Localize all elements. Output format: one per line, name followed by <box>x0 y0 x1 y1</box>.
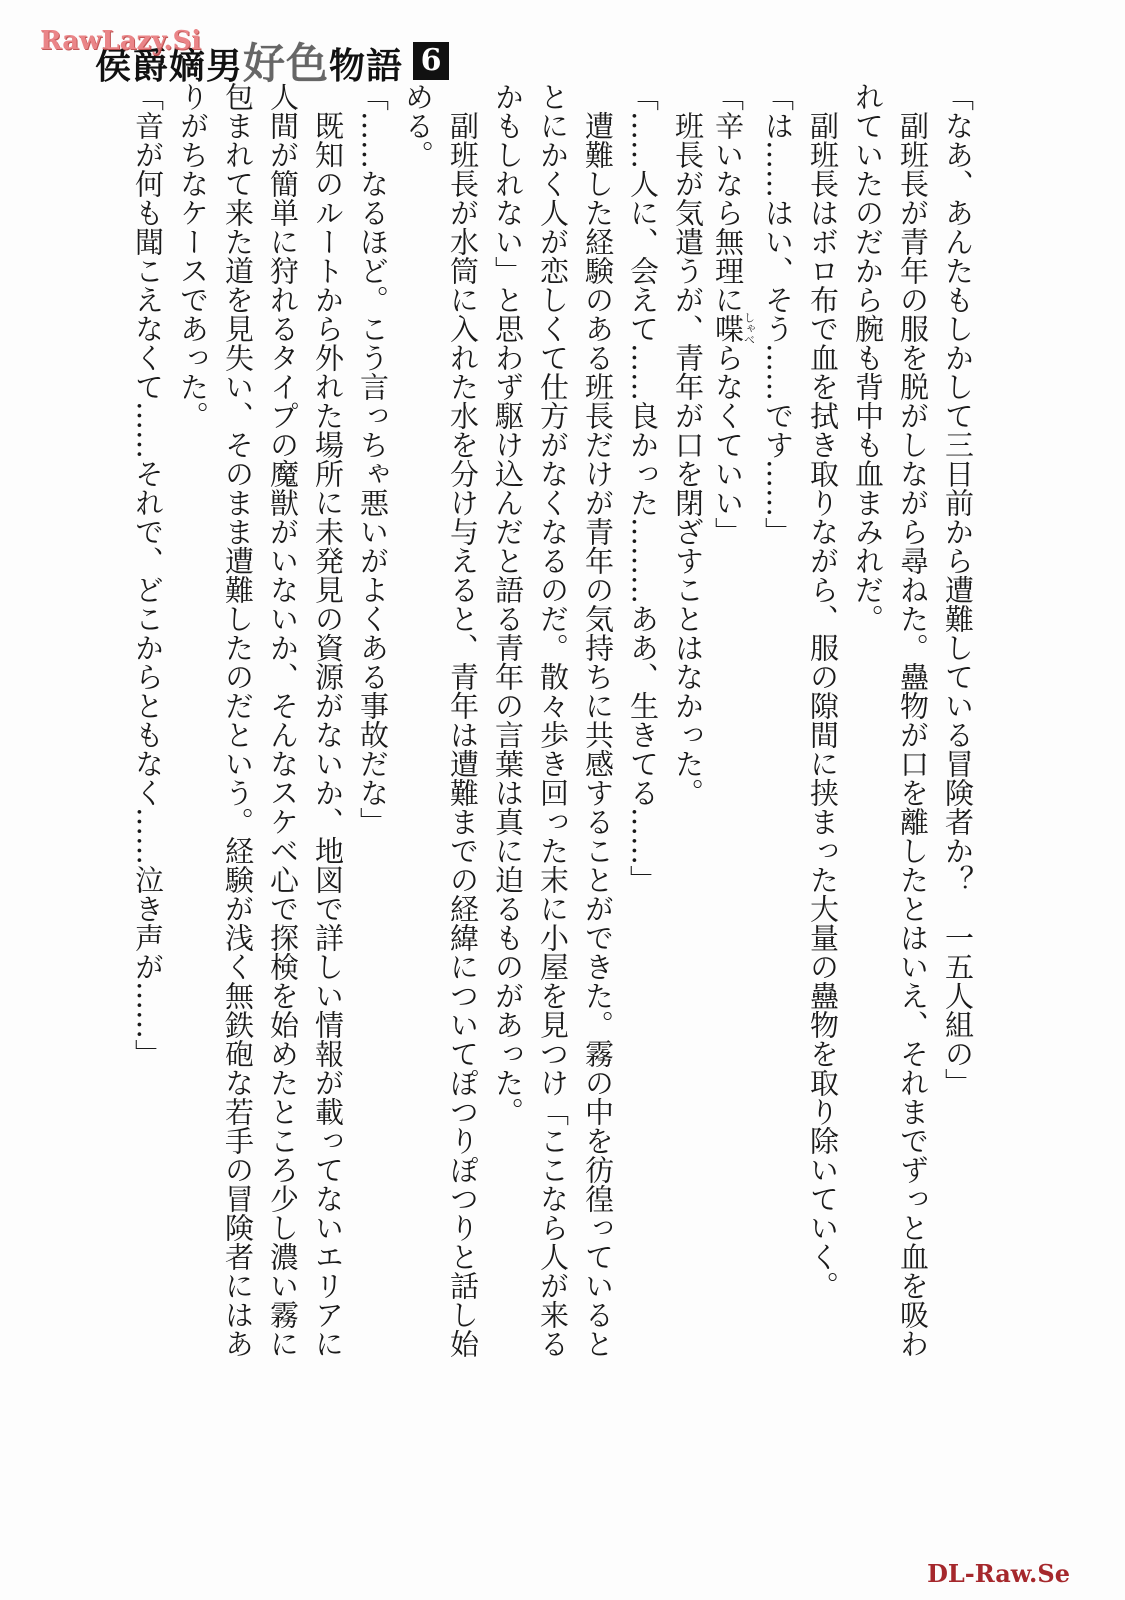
text-column: りがちなケースであった。 <box>176 82 210 430</box>
title-part: 侯爵嫡男 <box>95 45 244 87</box>
text-column: 既知のルートから外れた場所に未発見の資源がないか、地図で詳しい情報が載ってないエリアに <box>311 82 345 1358</box>
text-column: れていたのだから腕も背中も血まみれだ。 <box>851 82 885 633</box>
ruby-word <box>711 312 756 345</box>
text-column: とにかく人が恋しくて仕方がなくなるのだ。散々歩き回った末に小屋を見つけ「ここなら人が来る <box>536 82 570 1358</box>
text-column: 副班長が青年の服を脱がしながら尋ねた。蠱物が口を離したとはいえ、それまでずっと血を吸わ <box>896 82 930 1358</box>
ruby-base: 喋 <box>711 312 745 345</box>
text-column: 副班長が水筒に入れた水を分け与えると、青年は遭難までの経緯についてぽつりぽつりと話し始 <box>446 82 480 1358</box>
watermark-top: RawLazy.Si <box>40 26 202 56</box>
text-column: 「なあ、あんたもしかして三日前から遭難している冒険者か？ 一五人組の」 <box>941 82 975 1097</box>
title-part: 物語 <box>329 45 404 87</box>
text-column: 「は……はい、そう……です……」 <box>761 82 795 546</box>
text-fragment: らなくていい」 <box>711 343 745 546</box>
ruby-reading: しゃべ <box>742 312 756 345</box>
text-column: 班長が気遣うが、青年が口を閉ざすことはなかった。 <box>671 82 705 807</box>
text-column: 「……なるほど。こう言っちゃ悪いがよくある事故だな」 <box>356 82 390 836</box>
text-column: める。 <box>401 82 435 169</box>
text-column: 「……人に、会えて……良かった………ああ、生きてる……」 <box>626 82 660 894</box>
text-fragment: 「辛いなら無理に <box>711 82 745 314</box>
text-column <box>710 82 755 1482</box>
text-column: 副班長はボロ布で血を拭き取りながら、服の隙間に挟まった大量の蠱物を取り除いていく。 <box>806 82 840 1300</box>
watermark-bottom: DL-Raw.Se <box>927 1559 1070 1588</box>
text-column: 遭難した経験のある班長だけが青年の気持ちに共感することができた。霧の中を彷徨っていると <box>581 82 615 1358</box>
text-column: 人間が簡単に狩れるタイプの魔獣がいないか、そんなスケベ心で探検を始めたところ少し濃い霧に <box>266 82 300 1358</box>
text-column: かもしれない」と思わず駆け込んだと語る青年の言葉は真に迫るものがあった。 <box>491 82 525 1126</box>
title-accent: 好色 <box>243 39 330 88</box>
body-text <box>125 82 980 1482</box>
text-column: 「音が何も聞こえなくて……それで、どこからともなく……泣き声が……」 <box>131 82 165 1068</box>
volume-badge: 6 <box>413 42 449 80</box>
text-column: 包まれて来た道を見失い、そのまま遭難したのだという。経験が浅く無鉄砲な若手の冒険者にはあ <box>221 82 255 1358</box>
